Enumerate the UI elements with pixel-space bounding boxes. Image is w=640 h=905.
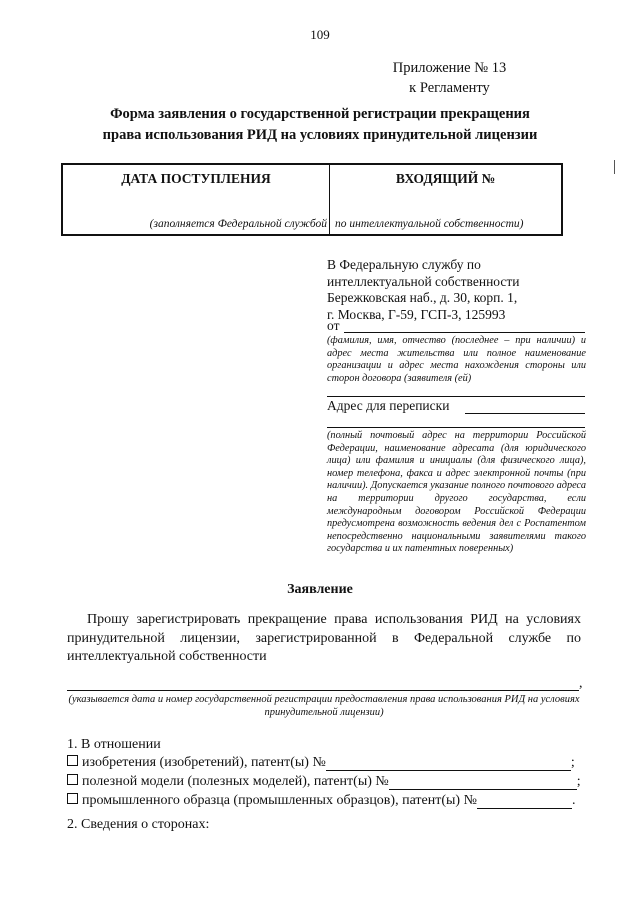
checkbox-invention[interactable] — [67, 755, 78, 766]
address-line-3: Бережковская наб., д. 30, корп. 1, — [327, 290, 518, 305]
from-note: (фамилия, имя, отчество (последнее – при наличии) и адрес места жительства или полное наименование организации и адрес места нахождения стороны или сторон договора (заявителя (ей) — [327, 335, 586, 384]
incoming-number-header: ВХОДЯЩИЙ № — [395, 171, 496, 186]
correspondence-field-line[interactable] — [465, 413, 585, 414]
statement-heading: Заявление — [287, 582, 353, 597]
registration-note: (указывается дата и номер государственной регистрации предоставления права использования РИД на условиях принудительной лицензии) — [68, 694, 580, 718]
correspondence-label: Адрес для переписки — [327, 398, 450, 413]
registration-field-line[interactable] — [67, 690, 579, 691]
option-industrial-design-label: промышленного образца (промышленных образцов), патент(ы) № — [82, 793, 477, 808]
stamp-note-right: по интеллектуальной собственности) — [335, 218, 524, 230]
form-title-line-2: права использования РИД на условиях принудительной лицензии — [102, 127, 538, 143]
stamp-note-left: (заполняется Федеральной службой — [149, 218, 327, 230]
option-industrial-design[interactable] — [67, 793, 575, 809]
industrial-design-patent-field[interactable] — [477, 795, 572, 809]
utility-model-patent-field[interactable] — [389, 776, 577, 790]
statement-body: Прошу зарегистрировать прекращение права использования РИД на условиях принудительной лицензии, зарегистрированной в Федеральной службе по интеллектуальной собственности — [67, 612, 581, 664]
address-line-2: интеллектуальной собственности — [327, 273, 520, 289]
form-title-line-1: Форма заявления о государственной регистрации прекращения — [110, 106, 530, 122]
address-line-4: г. Москва, Г-59, ГСП-3, 125993 — [327, 306, 506, 322]
from-field-line-2[interactable] — [327, 396, 585, 397]
checkbox-utility-model[interactable] — [67, 774, 78, 785]
option-invention-end: ; — [570, 755, 575, 770]
invention-patent-field[interactable] — [326, 757, 571, 771]
option-utility-model-end: ; — [576, 774, 581, 789]
checkbox-industrial-design[interactable] — [67, 793, 78, 804]
correspondence-field-line-2[interactable] — [327, 427, 585, 428]
option-utility-model[interactable] — [67, 774, 581, 790]
appendix-line-2: к Регламенту — [409, 80, 490, 96]
section-2-heading: 2. Сведения о сторонах: — [67, 817, 210, 832]
page-number: 109 — [310, 27, 330, 42]
from-field-line[interactable] — [344, 332, 585, 333]
appendix-label — [382, 58, 517, 98]
appendix-line-1: Приложение № 13 — [392, 60, 507, 76]
receipt-date-header: ДАТА ПОСТУПЛЕНИЯ — [121, 171, 271, 186]
address-line-1: В Федеральную службу по — [327, 257, 481, 272]
option-invention[interactable] — [67, 755, 575, 771]
option-utility-model-label: полезной модели (полезных моделей), патент(ы) № — [82, 774, 389, 789]
option-industrial-design-end: . — [571, 793, 576, 808]
from-label: от — [327, 318, 340, 333]
option-invention-label: изобретения (изобретений), патент(ы) № — [82, 755, 326, 770]
receipt-stamp-box — [61, 163, 563, 236]
correspondence-note: (полный почтовый адрес на территории Российской Федерации, наименование адресата (для юридического лица) или фамилия и инициалы (для физического лица), номер телефона, факса и адрес электронной почты (при наличии). Допускается указание полного почтового адреса на территории другого государства, если международным договором Российской Федерации предусмотрена возможность ведения дел с Роспатентом непосредственно национальными заявителями такого государства и их патентных поверенных) — [327, 430, 586, 555]
margin-mark — [614, 160, 615, 174]
section-1-heading: 1. В отношении — [67, 737, 161, 752]
recipient-address — [327, 257, 520, 323]
form-title — [60, 104, 580, 146]
registration-comma: , — [579, 676, 583, 691]
